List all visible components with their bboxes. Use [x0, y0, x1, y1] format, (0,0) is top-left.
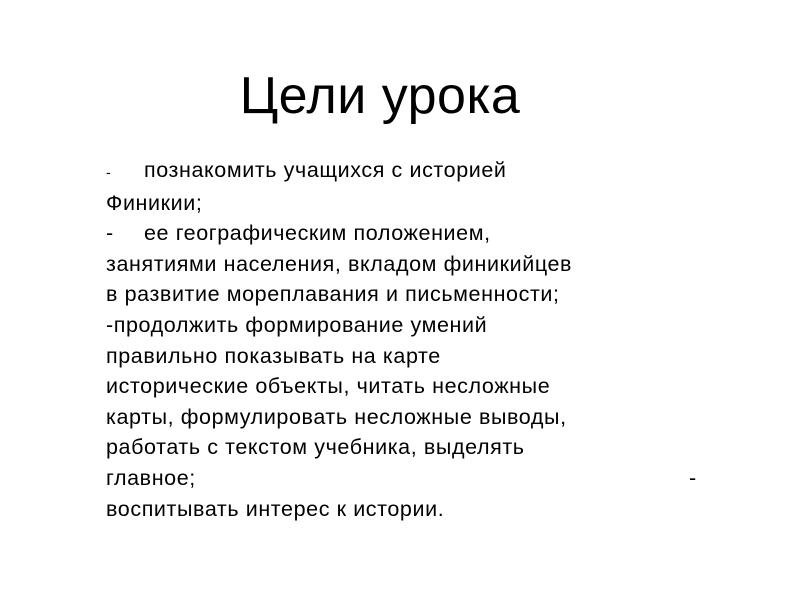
goal-line-4: занятиями населения, вкладом финикийцев	[106, 251, 573, 276]
goal-line-12: воспитывать интерес к истории.	[106, 496, 445, 521]
goal-line-8: исторические объекты, читать несложные	[106, 374, 551, 399]
bullet-dash: -	[689, 465, 697, 490]
goal-text: главное;	[106, 465, 196, 490]
slide-title: Цели урока	[239, 67, 521, 125]
goal-line-11	[106, 463, 706, 494]
goal-line-7: правильно показывать на карте	[106, 343, 441, 368]
goal-text: ее географическим положением,	[144, 221, 491, 246]
bullet-dash: -	[106, 221, 114, 246]
goal-line-1	[106, 155, 706, 188]
goal-line-5: в развитие мореплавания и письменности;	[106, 282, 560, 307]
goal-line-10: работать с текстом учебника, выделять	[106, 435, 525, 460]
bullet-dash: -	[106, 164, 112, 180]
goal-text: познакомить учащихся с историей	[144, 158, 507, 182]
goal-line-9: карты, формулировать несложные выводы,	[106, 404, 567, 429]
goal-line-3	[106, 218, 706, 249]
goals-list	[106, 155, 706, 524]
goal-line-6: -продолжить формирование умений	[106, 312, 488, 337]
goal-line-2: Финикии;	[106, 190, 203, 215]
